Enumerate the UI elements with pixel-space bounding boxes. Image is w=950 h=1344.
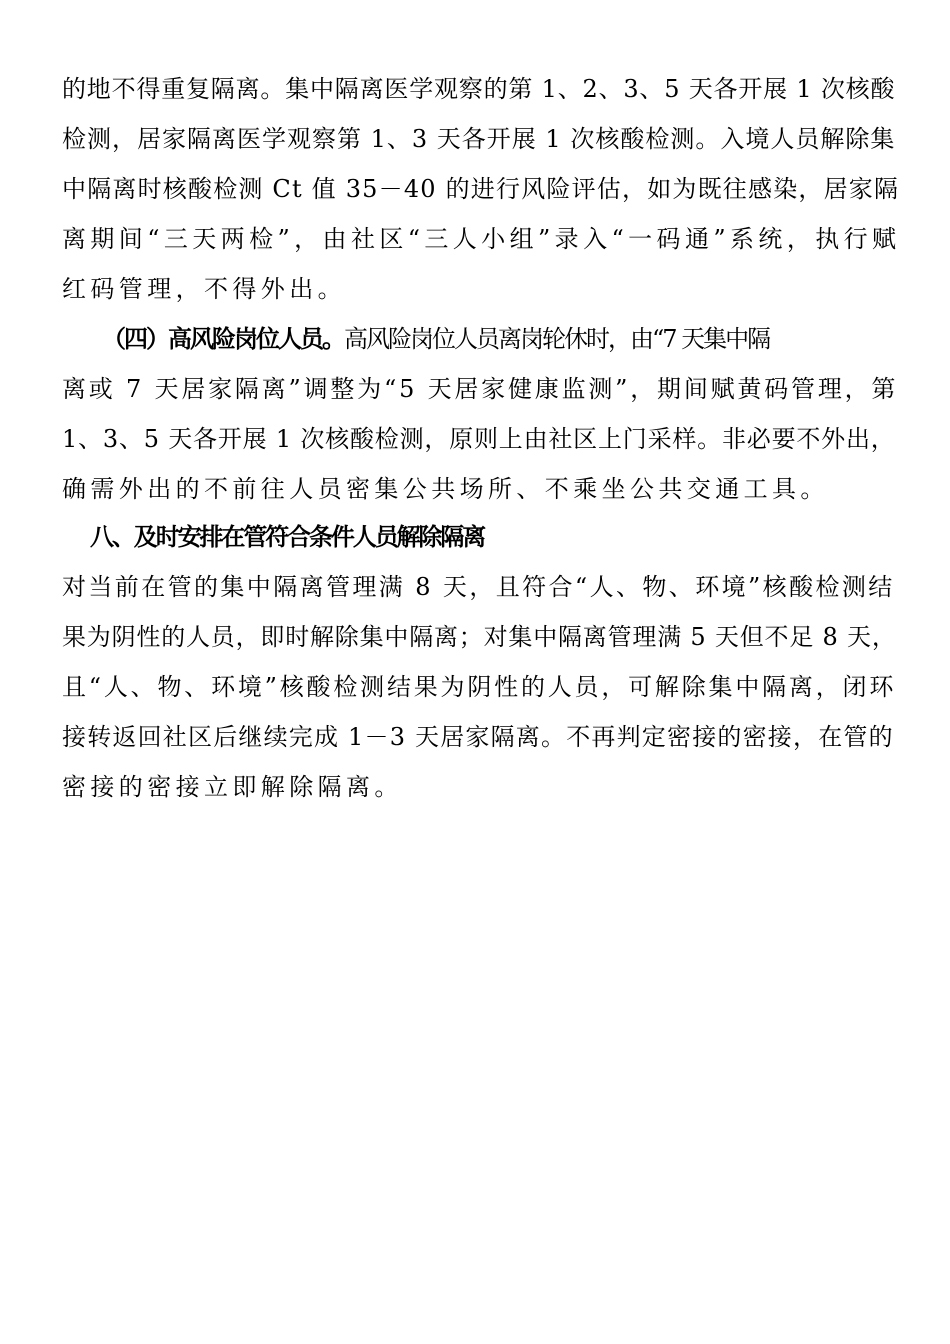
paragraph-1-line-4: 离期间“三天两检”，由社区“三人小组”录入“一码通”系统，执行赋 xyxy=(62,225,901,253)
section-8-line-4: 接转返回社区后继续完成 1－3 天居家隔离。不再判定密接的密接，在管的 xyxy=(62,723,894,751)
paragraph-2-line-2: 离或 7 天居家隔离”调整为“5 天居家健康监测”，期间赋黄码管理，第 xyxy=(62,375,899,403)
section-8-line-2: 果为阴性的人员，即时解除集中隔离；对集中隔离管理满 5 天但不足 8 天， xyxy=(62,623,897,651)
paragraph-2-line-1 xyxy=(102,324,932,354)
paragraph-2-line-1-text: 高风险岗位人员离岗轮休时，由“7 天集中隔 xyxy=(344,325,770,353)
paragraph-1-line-2: 检测，居家隔离医学观察第 1、3 天各开展 1 次核酸检测。入境人员解除集 xyxy=(62,125,896,153)
paragraph-1-line-3: 中隔离时核酸检测 Ct 值 35－40 的进行风险评估，如为既往感染，居家隔 xyxy=(62,175,900,203)
section-8-title: 八、及时安排在管符合条件人员解除隔离 xyxy=(90,523,485,551)
section-8-line-3: 且“人、物、环境”核酸检测结果为阴性的人员，可解除集中隔离，闭环 xyxy=(62,673,897,701)
subsection-heading: （四）高风险岗位人员。 xyxy=(102,325,344,353)
section-8-line-1: 对当前在管的集中隔离管理满 8 天，且符合“人、物、环境”核酸检测结 xyxy=(62,573,895,601)
paragraph-2-line-4: 确需外出的不前往人员密集公共场所、不乘坐公共交通工具。 xyxy=(62,475,829,503)
paragraph-2-line-3: 1、3、5 天各开展 1 次核酸检测，原则上由社区上门采样。非必要不外出， xyxy=(62,425,896,453)
section-8-line-5: 密接的密接立即解除隔离。 xyxy=(62,773,403,801)
paragraph-1-line-5: 红码管理，不得外出。 xyxy=(62,275,346,303)
paragraph-1-line-1: 的地不得重复隔离。集中隔离医学观察的第 1、2、3、5 天各开展 1 次核酸 xyxy=(62,75,896,103)
